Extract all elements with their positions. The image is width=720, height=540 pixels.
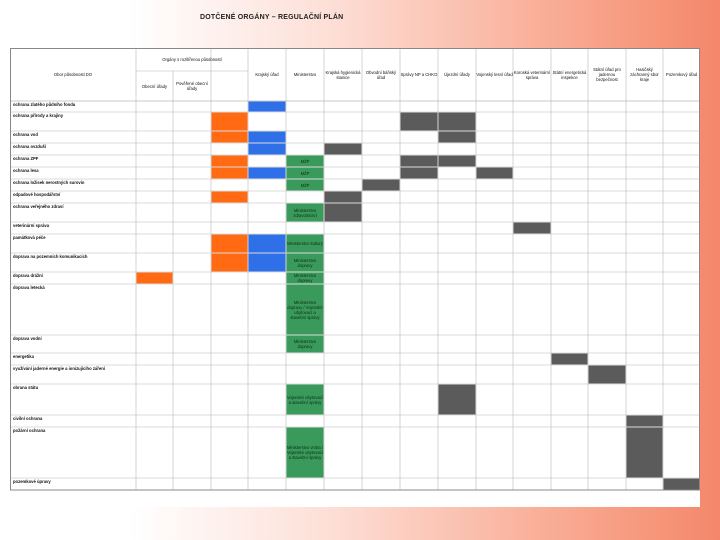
row-label: ochrana veřejného zdraví	[13, 204, 64, 209]
green-cell-text: Ministerstvo vnitra / Vojenské ubytovací a stavební správy	[286, 445, 324, 460]
header-sub-column: Obecní úřady	[141, 83, 168, 89]
row-label: energetika	[13, 354, 34, 359]
row-label: odpadové hospodářství	[13, 192, 61, 197]
cell-fill-gray	[401, 156, 438, 167]
row-label: ochrana zlatého půdního fondu	[13, 102, 76, 107]
header-column: Státní energetická inspekce	[552, 69, 587, 80]
cell-fill-blue	[249, 132, 286, 143]
row-label: doprava letecká	[13, 285, 45, 290]
cell-fill-gray	[477, 168, 513, 179]
row-label: doprava na pozemních komunikacích	[13, 254, 88, 259]
header-column: Pozemkový úřad	[665, 72, 698, 77]
green-cell-text: Ministerstvo dopravy	[293, 257, 317, 268]
row-label: využívání jaderné energie a ionizujícího záření	[13, 366, 105, 371]
green-cell-text: Ministerstvo zdravotnictví	[293, 207, 317, 218]
cell-fill-gray	[325, 144, 362, 155]
green-cell-text: Ministerstvo kultury	[287, 241, 323, 246]
row-label: ochrana ZPF	[13, 156, 39, 161]
cell-fill-gray	[514, 223, 551, 234]
cell-fill-gray	[401, 113, 438, 131]
row-label: obrana státu	[13, 385, 39, 390]
row-label: požární ochrana	[13, 428, 46, 433]
cell-fill-gray	[627, 428, 663, 478]
header-sub-column: Pověřené obecní úřady	[176, 81, 208, 91]
row-label: ochrana lesa	[13, 168, 39, 173]
row-label: veterinární správa	[13, 223, 50, 228]
header-column: Újezdní úřady	[444, 72, 470, 77]
header-column: Obvodní báňský úřad	[365, 69, 397, 80]
header-first-column: Obor působnosti DO	[53, 72, 93, 77]
cell-fill-orange	[212, 132, 248, 143]
green-cell-text: Ministerstvo dopravy	[293, 339, 317, 349]
cell-fill-blue	[249, 144, 286, 155]
cell-fill-gray	[439, 385, 476, 415]
cell-fill-gray	[325, 204, 362, 222]
green-cell-text: MŽP	[300, 170, 310, 176]
cell-fill-orange	[137, 273, 173, 284]
header-column: Krajská hygienická stanice	[325, 69, 361, 80]
row-label: ochrana ovzduší	[13, 144, 47, 149]
row-label: doprava vodní	[13, 336, 42, 341]
row-label: památková péče	[13, 235, 46, 240]
header-column: Vojenský lesní úřad	[476, 72, 513, 77]
green-cell-text: Ministerstvo dopravy	[293, 273, 317, 283]
green-cell-text: Ministerstvo dopravy / Vojenské ubytovací a stavební správy	[287, 299, 323, 320]
green-cell-text: MŽP	[300, 158, 310, 164]
cell-fill-gray	[401, 168, 438, 179]
row-label: ochrana vod	[13, 132, 38, 137]
row-label: civilní ochrana	[13, 416, 43, 421]
cell-fill-blue	[249, 102, 286, 112]
row-label: pozemkové úpravy	[13, 479, 51, 484]
header-column: Krajský úřad	[255, 72, 279, 77]
row-label: ochrana přírody a krajiny	[13, 113, 64, 118]
cell-fill-orange	[212, 192, 248, 203]
page-title: DOTČENÉ ORGÁNY – REGULAČNÍ PLÁN	[200, 14, 344, 21]
cell-fill-gray	[325, 192, 362, 203]
header-column: Koroská veterinární správa	[513, 69, 551, 80]
header-column: Státní úřad pro jadernou bezpečnost	[593, 67, 621, 82]
cell-fill-gray	[589, 366, 626, 384]
header-group-label: Orgány s rozšířenou působností	[162, 57, 222, 62]
green-cell-text: MŽP	[300, 182, 310, 188]
cell-fill-orange	[212, 156, 248, 167]
header-column: Hasičský záchranný sbor kraje	[630, 67, 659, 82]
row-label: doprava drážní	[13, 273, 43, 278]
cell-fill-gray	[552, 354, 588, 365]
cell-fill-orange	[212, 168, 248, 179]
responsibility-table	[10, 48, 700, 507]
header-column: Správy NP a CHKO	[400, 72, 438, 77]
cell-fill-gray	[627, 416, 663, 427]
cell-fill-orange	[212, 113, 248, 131]
header-column: Ministerstvo	[293, 72, 317, 77]
cell-fill-gray	[439, 156, 476, 167]
cell-fill-blue	[249, 168, 286, 179]
cell-fill-orange	[212, 254, 248, 272]
cell-fill-blue	[249, 254, 286, 272]
cell-fill-gray	[439, 113, 476, 131]
cell-fill-orange	[212, 235, 248, 253]
row-label: ochrana ložisek nerostných surovin	[13, 180, 85, 185]
cell-fill-blue	[249, 235, 286, 253]
cell-fill-gray	[664, 479, 700, 490]
cell-fill-gray	[363, 180, 400, 191]
green-cell-text: Vojenské ubytovací a stavební správy	[286, 394, 324, 405]
cell-fill-gray	[439, 132, 476, 143]
